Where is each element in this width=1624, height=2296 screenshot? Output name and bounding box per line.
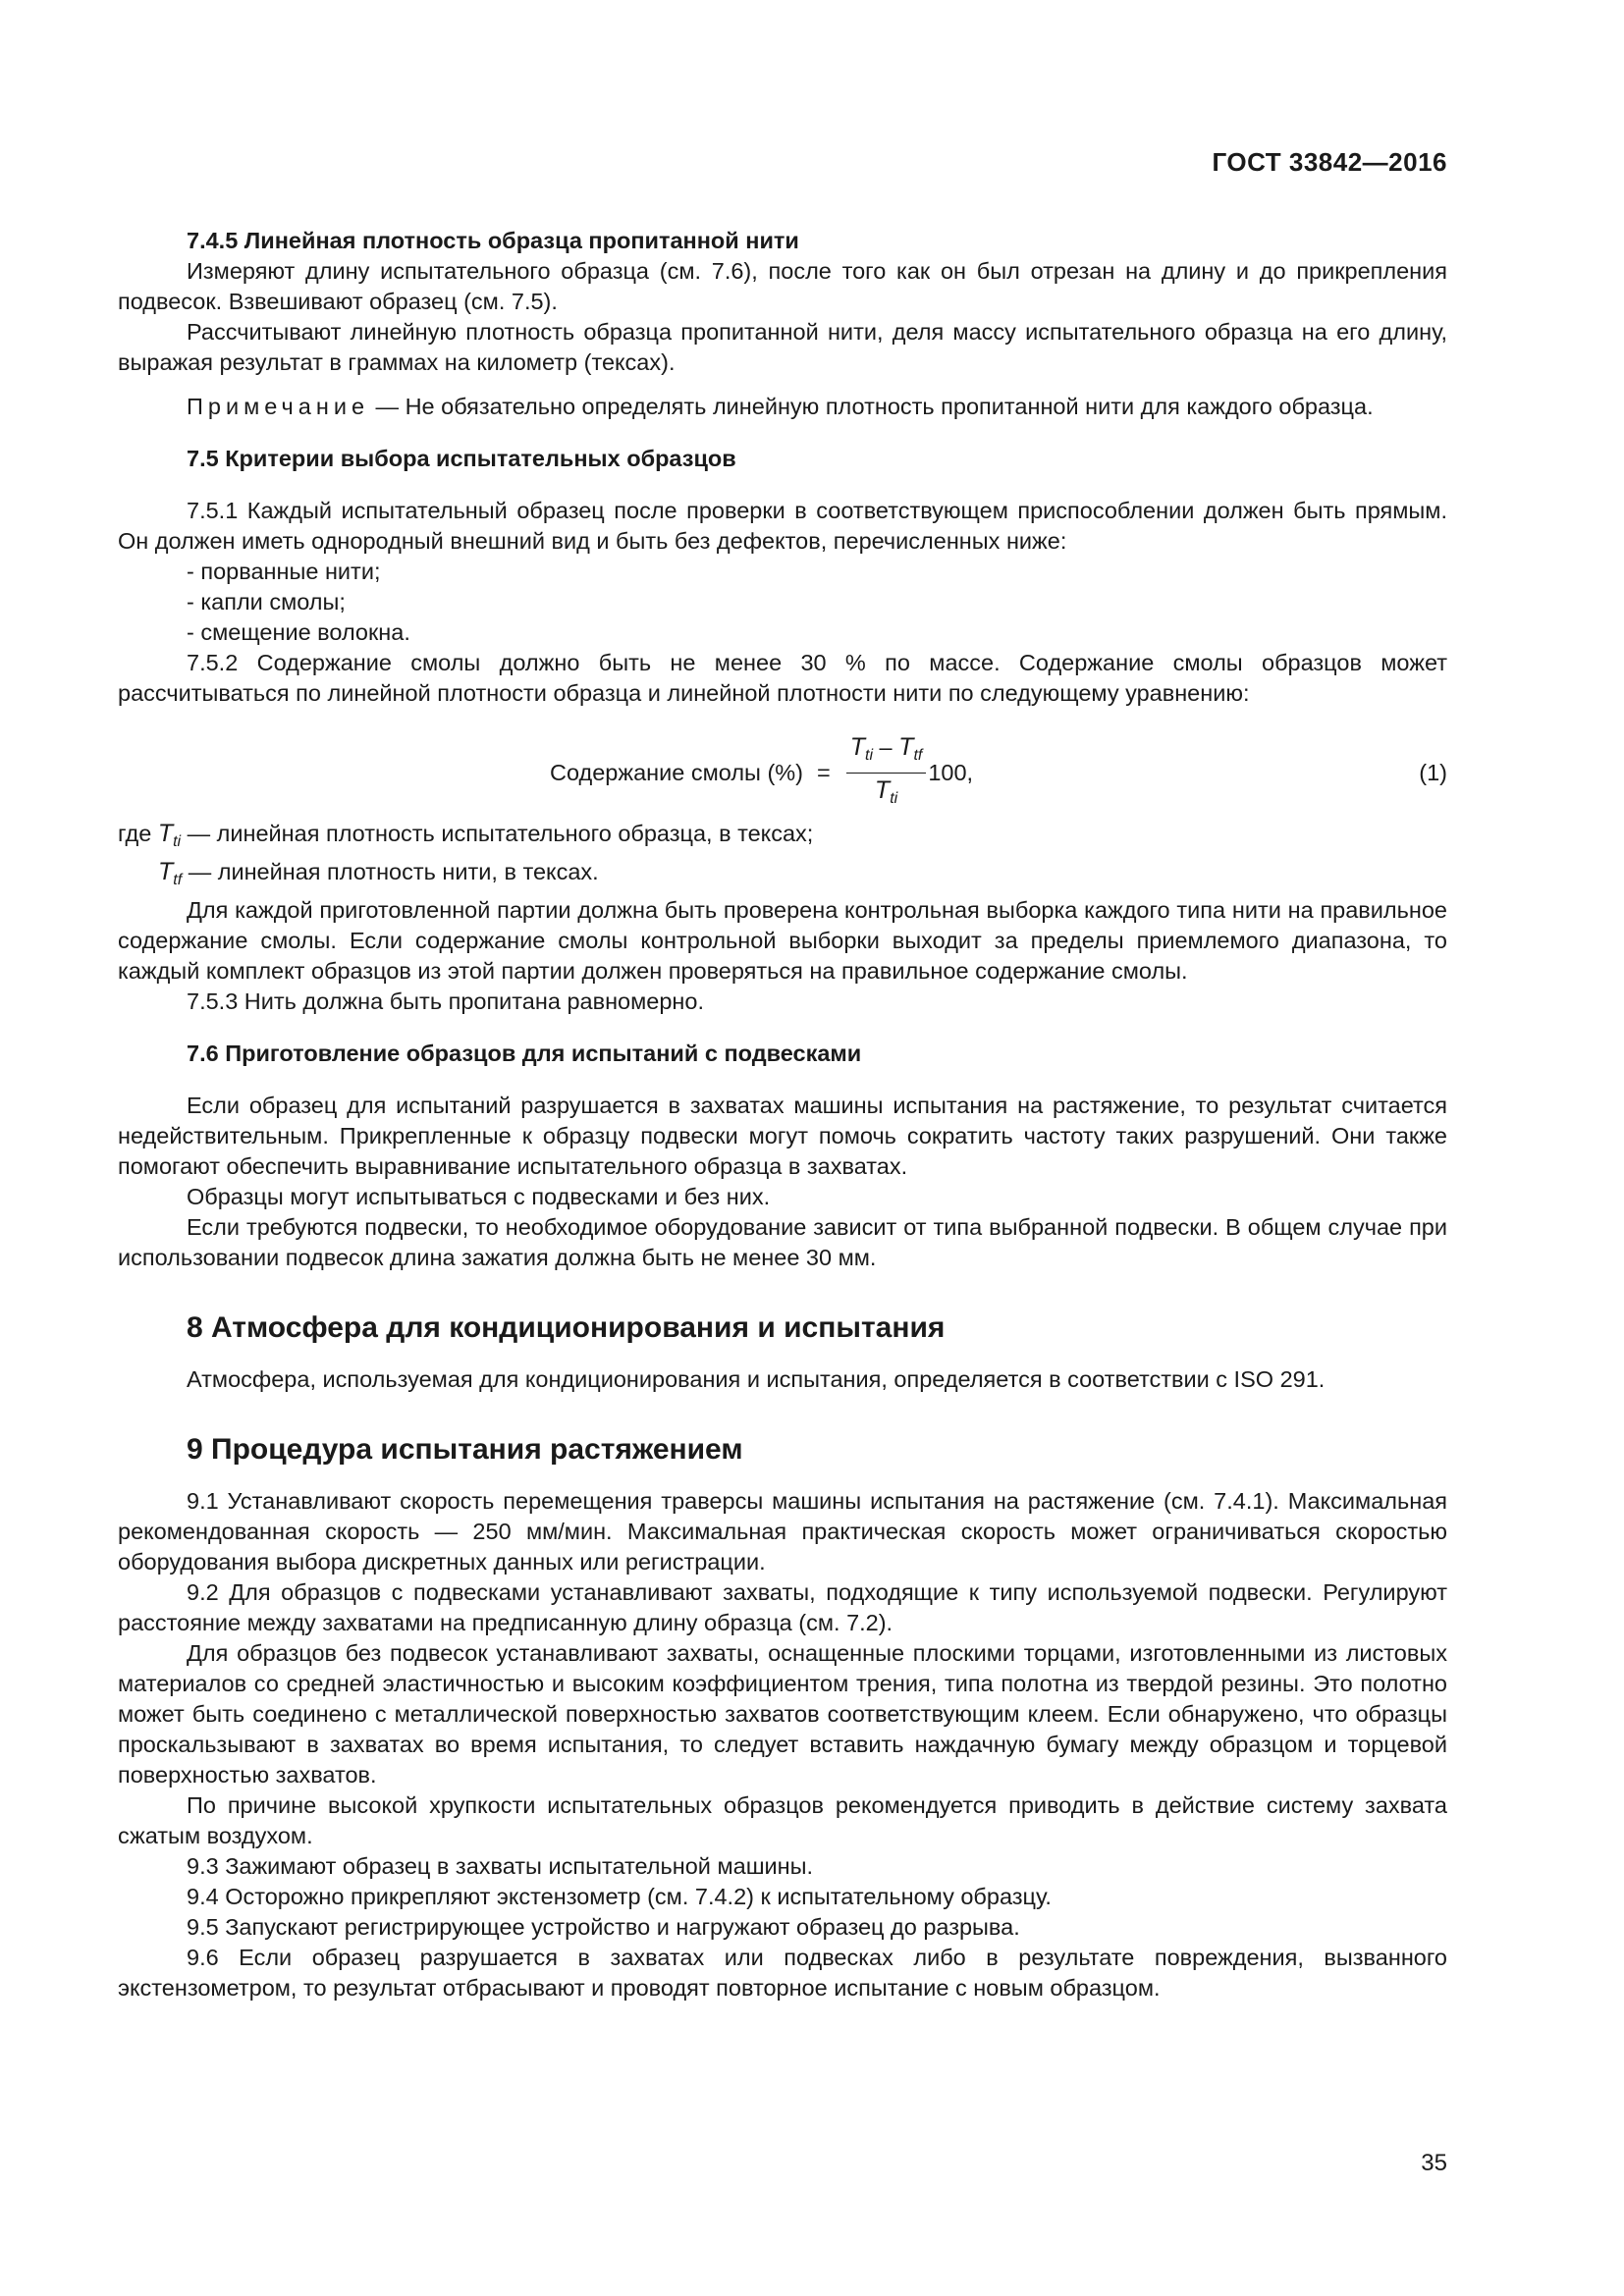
document-id: ГОСТ 33842—2016 — [1212, 147, 1447, 177]
note-text: — Не обязательно определять линейную плотность пропитанной нити для каждого образца. — [369, 394, 1374, 419]
section-7-5-title: 7.5 Критерии выбора испытательных образцов — [187, 446, 736, 471]
paragraph: 9.4 Осторожно прикрепляют экстензометр (см. 7.4.2) к испытательному образцу. — [187, 1884, 1052, 1909]
paragraph: 7.5.3 Нить должна быть пропитана равномерно. — [187, 988, 704, 1014]
paragraph: 9.2 Для образцов с подвесками устанавливают захваты, подходящие к типу используемой подвески. Регулируют расстояние между захватами на предписанную длину образца (см. 7.2). — [118, 1579, 1447, 1635]
paragraph: Измеряют длину испытательного образца (см. 7.6), после того как он был отрезан на длину и до прикрепления подвесок. Взвешивают образец (см. 7.5). — [118, 258, 1447, 314]
section-7-6-title: 7.6 Приготовление образцов для испытаний с подвесками — [187, 1041, 862, 1066]
paragraph: Для образцов без подвесок устанавливают захваты, оснащенные плоскими торцами, изготовленными из листовых материалов со средней эластичностью и высоким коэффициентом трения, типа полотна из твердой резины. Это полотно может быть соединено с металлической поверхностью захватов соответствующим клеем. Если обнаружено, что образцы проскальзывают в захватах во время испытания, то следует вставить наждачную бумагу между образцом и торцевой поверхностью захватов. — [118, 1640, 1447, 1788]
list-item: - смещение волокна. — [187, 619, 410, 645]
variable-definition: $T_{tf}$ — линейная плотность нити, в тексах. — [158, 858, 599, 888]
paragraph: Для каждой приготовленной партии должна быть проверена контрольная выборка каждого типа нити на правильное содержание смолы. Если содержание смолы контрольной выборки выходит за пределы приемлемого диапазона, то каждый комплект образцов из этой партии должен проверяться на правильное содержание смолы. — [118, 897, 1447, 984]
equation-1 — [118, 734, 1447, 811]
resin-content-formula — [550, 734, 973, 811]
list-item: - капли смолы; — [187, 589, 346, 614]
paragraph: 7.5.2 Содержание смолы должно быть не менее 30 % по массе. Содержание смолы образцов может рассчитываться по линейной плотности образца и линейной плотности нити по следующему уравнению: — [118, 650, 1447, 706]
paragraph: Рассчитывают линейную плотность образца пропитанной нити, деля массу испытательного образца на его длину, выражая результат в граммах на километр (тексах). — [118, 319, 1447, 375]
formula-numerator: $T_{ti} - T_{tf}$ — [846, 732, 927, 774]
paragraph: 9.5 Запускают регистрирующее устройство и нагружают образец до разрыва. — [187, 1914, 1020, 1940]
section-7-4-5-title: 7.4.5 Линейная плотность образца пропитанной нити — [187, 228, 799, 253]
formula-lhs: Содержание смолы (%) — [550, 759, 804, 785]
formula-denominator: $T_{ti}$ — [874, 775, 898, 807]
paragraph: 9.3 Зажимают образец в захваты испытательной машины. — [187, 1853, 814, 1879]
list-item: - порванные нити; — [187, 559, 381, 584]
formula-equals: = — [817, 759, 831, 785]
paragraph: Атмосфера, используемая для кондиционирования и испытания, определяется в соответствии с ISO 291. — [187, 1366, 1326, 1392]
paragraph: Образцы могут испытываться с подвесками и без них. — [187, 1184, 771, 1209]
formula-factor: 100, — [928, 759, 974, 785]
note — [118, 392, 1447, 422]
variable-definition: где $T_{ti}$ — линейная плотность испытательного образца, в тексах; — [118, 820, 814, 850]
section-8-title: 8 Атмосфера для кондиционирования и испытания — [187, 1311, 946, 1344]
paragraph: 7.5.1 Каждый испытательный образец после проверки в соответствующем приспособлении должен быть прямым. Он должен иметь однородный внешний вид и быть без дефектов, перечисленных ниже: — [118, 498, 1447, 554]
page-number: 35 — [1421, 2150, 1447, 2176]
paragraph: 9.6 Если образец разрушается в захватах или подвесках либо в результате повреждения, вызванного экстензометром, то результат отбрасывают и проводят повторное испытание с новым образцом. — [118, 1945, 1447, 2001]
equation-number: (1) — [1419, 760, 1447, 785]
note-label: Примечание — [187, 394, 370, 419]
page-content — [118, 226, 1447, 2003]
paragraph: Если требуются подвески, то необходимое оборудование зависит от типа выбранной подвески. В общем случае при использовании подвесок длина зажатия должна быть не менее 30 мм. — [118, 1214, 1447, 1270]
paragraph: Если образец для испытаний разрушается в захватах машины испытания на растяжение, то результат считается недействительным. Прикрепленные к образцу подвески могут помочь сократить частоту таких разрушений. Они также помогают обеспечить выравнивание испытательного образца в захватах. — [118, 1093, 1447, 1179]
paragraph: По причине высокой хрупкости испытательных образцов рекомендуется приводить в действие систему захвата сжатым воздухом. — [118, 1792, 1447, 1848]
formula-fraction — [846, 732, 927, 814]
paragraph: 9.1 Устанавливают скорость перемещения траверсы машины испытания на растяжение (см. 7.4.1). Максимальная рекомендованная скорость — 250 мм/мин. Максимальная практическая скорость может ограничиваться скоростью оборудования выбора дискретных данных или регистрации. — [118, 1488, 1447, 1575]
section-9-title: 9 Процедура испытания растяжением — [187, 1433, 743, 1466]
